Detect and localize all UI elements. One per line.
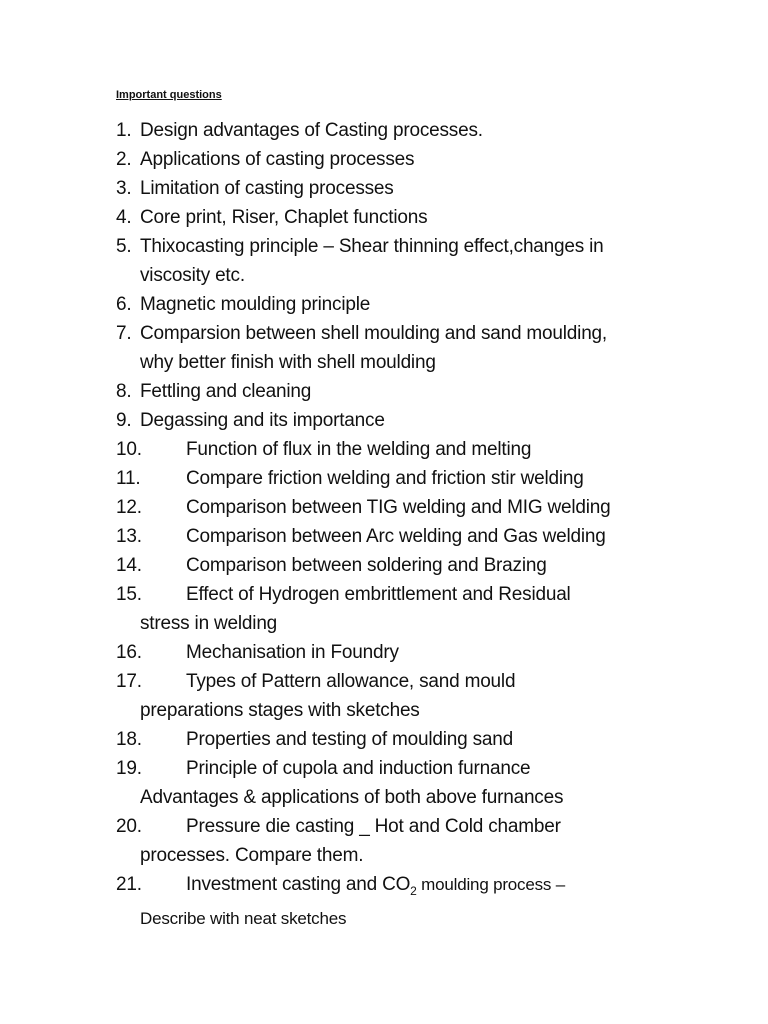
subscript: 2 (410, 883, 417, 898)
question-number: 7. (116, 323, 132, 344)
question-number: 6. (116, 294, 132, 315)
question-item (116, 551, 756, 580)
question-item (116, 812, 756, 870)
question-text: Comparison between soldering and Brazing (186, 555, 547, 576)
question-item (116, 319, 756, 377)
question-continuation: viscosity etc. (140, 265, 245, 286)
question-text: Principle of cupola and induction furnance (186, 758, 531, 779)
question-item (116, 667, 756, 725)
question-text: Limitation of casting processes (140, 178, 394, 199)
question-number: 10. (116, 439, 142, 460)
question-number: 9. (116, 410, 132, 431)
question-text: Types of Pattern allowance, sand mould (186, 671, 516, 692)
question-text: Investment casting and CO (186, 874, 411, 895)
question-text: Mechanisation in Foundry (186, 642, 399, 663)
question-number: 13. (116, 526, 142, 547)
question-item (116, 522, 756, 551)
question-text: Magnetic moulding principle (140, 294, 371, 315)
question-number: 14. (116, 555, 142, 576)
question-number: 1. (116, 120, 132, 141)
question-item (116, 725, 756, 754)
question-item (116, 464, 756, 493)
question-number: 3. (116, 178, 132, 199)
page-heading: Important questions (116, 89, 222, 101)
question-continuation: preparations stages with sketches (140, 700, 420, 721)
question-number: 11. (116, 468, 141, 489)
question-number: 21. (116, 874, 142, 895)
question-text: Function of flux in the welding and melting (186, 439, 532, 460)
question-text: Effect of Hydrogen embrittlement and Residual (186, 584, 571, 605)
question-text: Applications of casting processes (140, 149, 415, 170)
question-continuation: Advantages & applications of both above furnances (140, 787, 564, 808)
question-number: 8. (116, 381, 132, 402)
question-continuation: Describe with neat sketches (140, 908, 347, 928)
question-item (116, 377, 756, 406)
question-number: 4. (116, 207, 132, 228)
question-text: Core print, Riser, Chaplet functions (140, 207, 428, 228)
question-item (116, 174, 756, 203)
question-number: 19. (116, 758, 142, 779)
question-text: Properties and testing of moulding sand (186, 729, 514, 750)
question-text: Pressure die casting _ Hot and Cold chamber (186, 816, 561, 837)
question-item (116, 435, 756, 464)
question-text: Comparison between Arc welding and Gas welding (186, 526, 606, 547)
question-item (116, 754, 756, 812)
question-item (116, 406, 756, 435)
question-text: Degassing and its importance (140, 410, 385, 431)
question-text: Comparison between TIG welding and MIG welding (186, 497, 611, 518)
question-number: 18. (116, 729, 142, 750)
question-item (116, 290, 756, 319)
question-number: 2. (116, 149, 132, 170)
question-continuation: stress in welding (140, 613, 278, 634)
question-item (116, 203, 756, 232)
question-item (116, 638, 756, 667)
question-text: Thixocasting principle – Shear thinning effect,changes in (140, 236, 604, 257)
question-text-tail: moulding process – (416, 875, 565, 894)
question-number: 16. (116, 642, 142, 663)
question-text: Design advantages of Casting processes. (140, 120, 483, 141)
question-item (116, 493, 756, 522)
question-text: Fettling and cleaning (140, 381, 312, 402)
question-item (116, 145, 756, 174)
question-text: Comparsion between shell moulding and sand moulding, (140, 323, 608, 344)
question-item (116, 116, 756, 145)
question-list (116, 116, 756, 932)
question-number: 15. (116, 584, 142, 605)
question-continuation: processes. Compare them. (140, 845, 364, 866)
question-item (116, 580, 756, 638)
question-text: Compare friction welding and friction stir welding (186, 468, 584, 489)
question-item (116, 232, 756, 290)
question-item (116, 870, 756, 932)
question-number: 5. (116, 236, 132, 257)
question-number: 12. (116, 497, 142, 518)
question-number: 17. (116, 671, 142, 692)
question-continuation: why better finish with shell moulding (140, 352, 436, 373)
question-number: 20. (116, 816, 142, 837)
